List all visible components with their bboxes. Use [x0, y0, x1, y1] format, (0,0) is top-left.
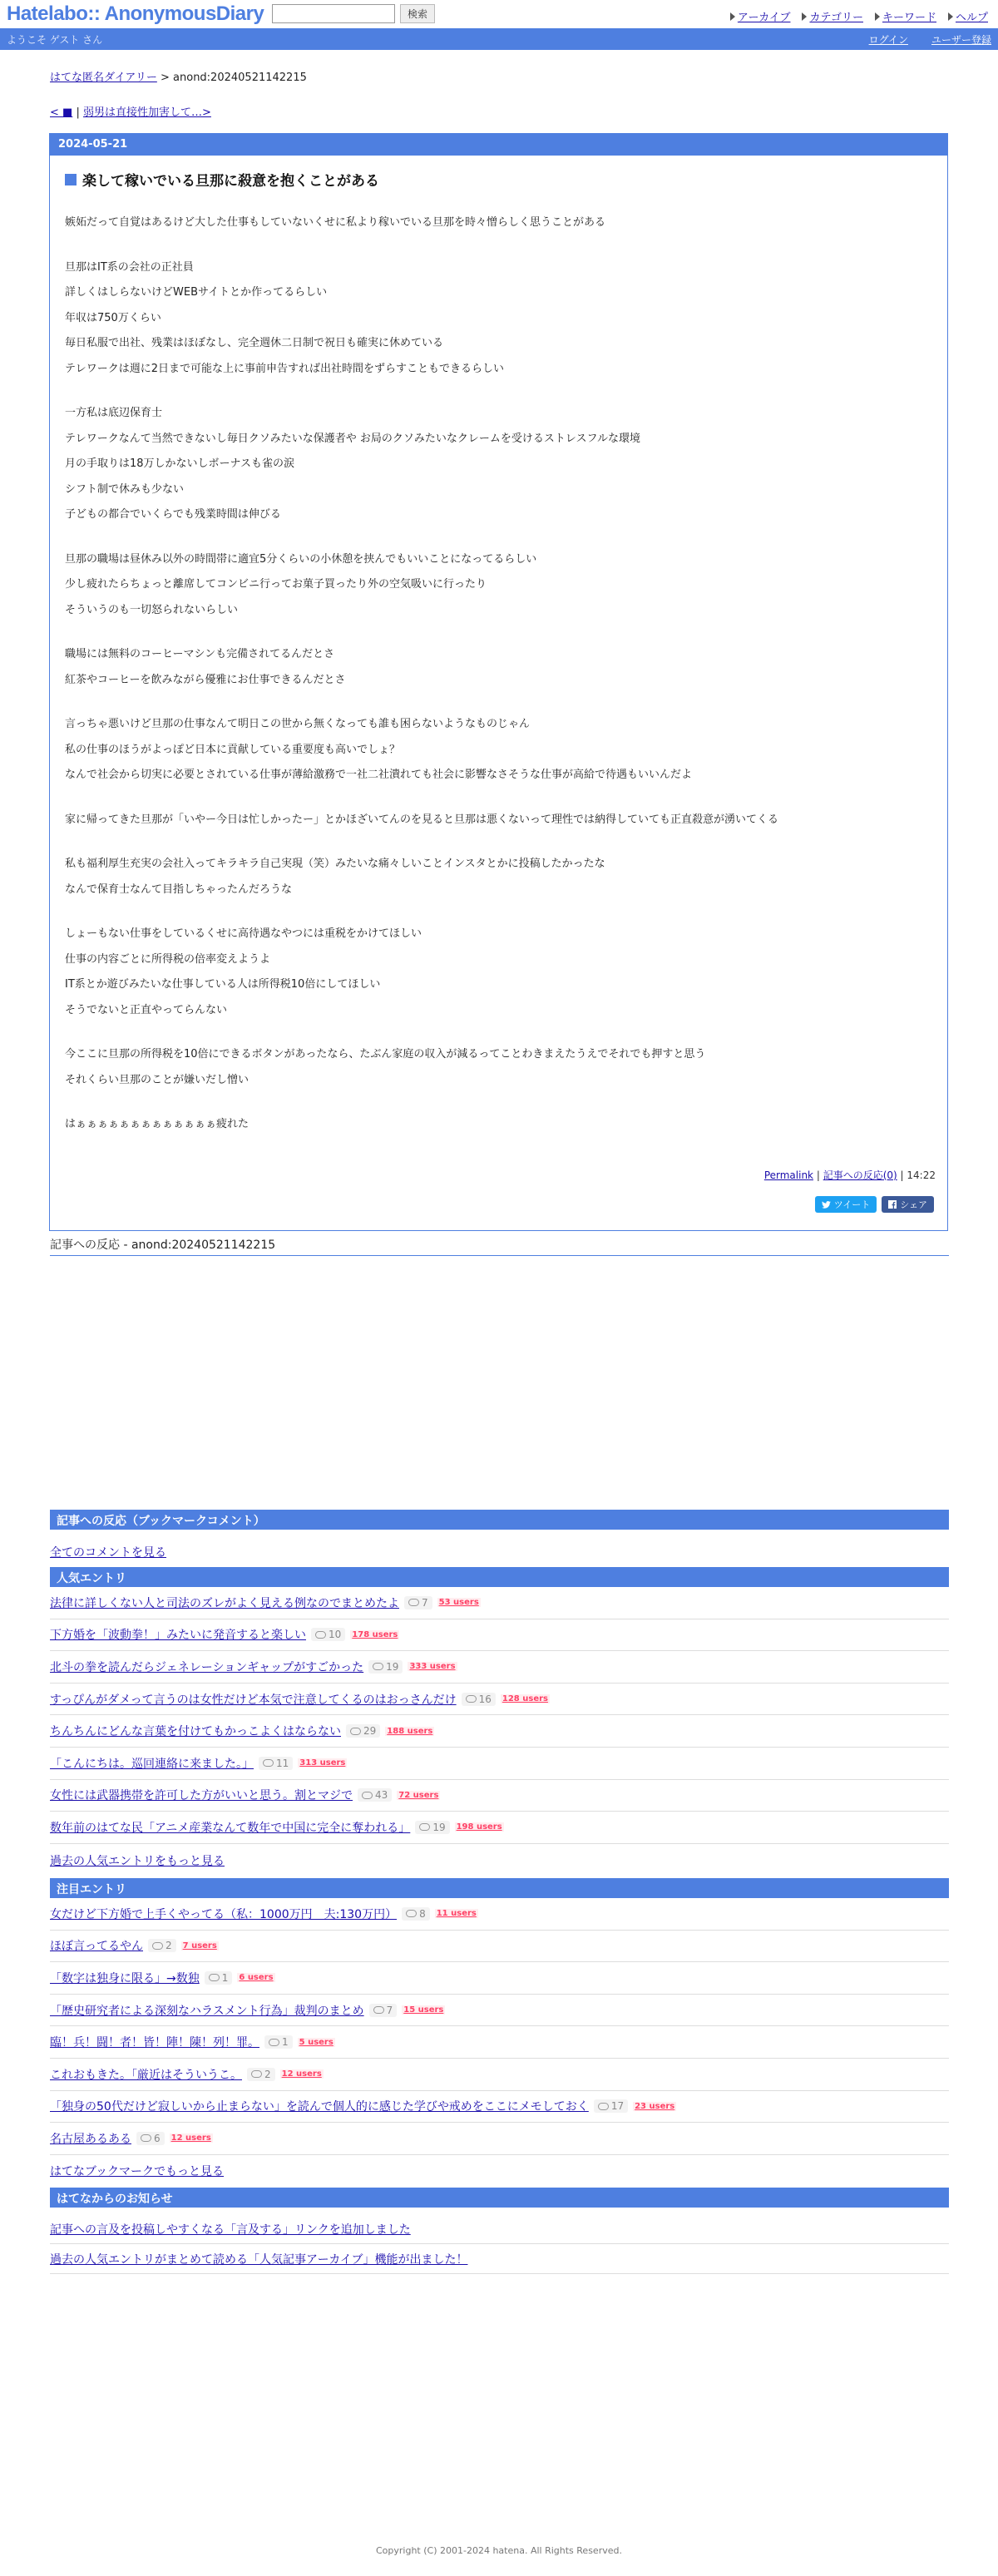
welcome-text: ようこそ ゲスト さん	[7, 34, 103, 46]
comment-count: 43	[375, 1789, 388, 1802]
comment-count-badge[interactable]	[259, 1757, 293, 1770]
top-nav	[730, 8, 988, 24]
facebook-f-icon	[888, 1200, 897, 1209]
site-logo[interactable]: Hatelabo:: AnonymousDiary	[7, 2, 264, 25]
entry-line: IT系とか遊びみたいな仕事している人は所得税10倍にしてほしい	[65, 978, 381, 991]
entry-paragraph	[65, 255, 930, 383]
bookmark-users-badge[interactable]: 11 users	[436, 1909, 477, 1919]
comment-bubble-icon	[362, 1792, 373, 1799]
tweet-button[interactable]	[815, 1196, 877, 1213]
arrow-right-icon	[948, 12, 953, 21]
nav-archive[interactable]	[730, 8, 791, 24]
bookmark-users-badge[interactable]: 128 users	[501, 1694, 548, 1704]
comment-count-badge[interactable]	[369, 2004, 398, 2017]
entry-meta	[764, 1168, 936, 1182]
entry-line: 月の手取りは18万しかないしボーナスも雀の涙	[65, 457, 295, 470]
facebook-share-button[interactable]	[882, 1196, 934, 1213]
entry-line: 子どもの都合でいくらでも残業時間は伸びる	[65, 508, 281, 521]
entry-row	[50, 1995, 949, 2027]
breadcrumb-separator: >	[160, 72, 170, 84]
tweet-label: ツイート	[833, 1199, 871, 1210]
entry-link[interactable]: 下方婚を「波動拳！」みたいに発音すると楽しい	[50, 1629, 306, 1643]
entry-row	[50, 1962, 949, 1995]
notice-row	[50, 2244, 949, 2274]
notice-link[interactable]: 記事への言及を投稿しやすくなる「言及する」リンクを追加しました	[50, 2222, 411, 2237]
meta-divider: |	[816, 1169, 820, 1181]
bookmark-users-badge[interactable]: 12 users	[170, 2133, 211, 2143]
entry-paragraph	[65, 852, 930, 902]
entry-line: 私の仕事のほうがよっぽど日本に貢献している重要度も高いでしょ？	[65, 743, 401, 756]
comment-bubble-icon	[406, 1910, 417, 1917]
entry-line: 詳しくはしらないけどWEBサイトとか作ってるらしい	[65, 286, 328, 299]
comment-count: 16	[478, 1693, 492, 1705]
entry-line: 職場には無料のコーヒーマシンも完備されてるんだとさ	[65, 648, 335, 660]
entry-line: テレワークなんて当然できないし毎日クソみたいな保護者や お局のクソみたいなクレームを受けるストレスフルな環境	[65, 432, 640, 445]
arrow-right-icon	[730, 12, 735, 21]
comment-count: 17	[610, 2100, 625, 2113]
entry-paragraph	[65, 642, 930, 693]
comment-bubble-icon	[315, 1631, 326, 1639]
comment-count: 1	[221, 1971, 229, 1984]
entry-line: 家に帰ってきた旦那が「いやー今日は忙しかったー」とかほざいてんのを見ると旦那は悪くないって理性では納得していても正直殺意が湧いてくる	[65, 813, 779, 826]
entry-row	[50, 2026, 949, 2059]
entry-line: しょーもない仕事をしているくせに高待遇なやつには重税をかけてほしい	[65, 927, 422, 940]
bookmark-users-badge[interactable]: 178 users	[352, 1629, 398, 1639]
comment-count-badge[interactable]	[402, 1907, 430, 1921]
prev-next-nav	[50, 103, 211, 119]
entry-line: 旦那の職場は昼休み以外の時間帯に適宜5分くらいの小休憩を挟んでもいいことになってるらしい	[65, 552, 537, 566]
copyright-footer: Copyright (C) 2001-2024 hatena. All Rights Reserved.	[376, 2545, 622, 2556]
reactions-link[interactable]: 記事への反応(0)	[823, 1169, 897, 1181]
login-link[interactable]: ログイン	[868, 34, 908, 46]
comment-count: 7	[422, 1596, 428, 1609]
square-bullet-icon[interactable]	[65, 174, 77, 185]
entry-link[interactable]: これおもきた。「厳近はそういうこ。	[50, 2068, 242, 2082]
entry-paragraph	[65, 808, 930, 833]
comment-bubble-icon	[209, 1974, 220, 1981]
comment-count-badge[interactable]	[136, 2132, 165, 2145]
comment-bubble-icon	[598, 2103, 609, 2110]
search-input[interactable]	[272, 4, 395, 23]
comment-count-badge[interactable]	[358, 1788, 392, 1802]
bookmark-users-badge[interactable]: 313 users	[299, 1758, 346, 1768]
comment-count: 19	[386, 1660, 399, 1673]
entry-line: そういうのも一切怒られないらしい	[65, 603, 239, 616]
comment-count-badge[interactable]	[205, 1971, 233, 1985]
entry-row	[50, 1619, 949, 1652]
comment-count-badge[interactable]	[148, 1939, 176, 1952]
entry-line: なんで社会から切実に必要とされている仕事が薄給激務で一社二社潰れても社会に影響なさそうな仕事が高給で待遇もいいんだよ	[65, 769, 693, 781]
entry-paragraph	[65, 1112, 930, 1138]
twitter-bird-icon	[822, 1201, 831, 1209]
entry-title	[65, 169, 379, 190]
user-links	[869, 32, 991, 47]
arrow-right-icon	[875, 12, 880, 21]
bookmark-users-badge[interactable]: 188 users	[387, 1726, 433, 1736]
comment-count: 8	[419, 1907, 426, 1920]
diary-entry	[49, 133, 948, 1231]
entry-link[interactable]: 女性には武器携帯を許可した方がいいと思う。割とマジで	[50, 1789, 353, 1803]
bookmark-users-badge[interactable]: 72 users	[398, 1790, 439, 1800]
nav-archive-link[interactable]: アーカイブ	[737, 12, 791, 24]
comment-bubble-icon	[141, 2134, 151, 2142]
entry-time: 14:22	[907, 1169, 936, 1181]
bookmark-comments-header: 記事への反応（ブックマークコメント）	[50, 1510, 949, 1530]
entry-line: なんで保育士なんて目指しちゃったんだろうな	[65, 883, 293, 896]
comment-bubble-icon	[373, 1663, 383, 1670]
bookmark-users-badge[interactable]: 23 users	[635, 2101, 675, 2111]
entry-line: 言っちゃ悪いけど旦那の仕事なんて明日この世から無くなっても誰も困らないようなものじゃん	[65, 718, 531, 730]
entry-paragraph	[65, 1042, 930, 1093]
bookmark-users-badge[interactable]: 5 users	[299, 2037, 333, 2047]
entry-link[interactable]: 「歴史研究者による深刻なハラスメント行為」裁判のまとめ	[50, 2004, 364, 2018]
notice-row	[50, 2214, 949, 2244]
comment-bubble-icon	[373, 2006, 384, 2014]
entry-row	[50, 2123, 949, 2155]
nav-category[interactable]	[802, 8, 862, 24]
top-header	[0, 0, 998, 28]
comment-bubble-icon	[263, 1759, 274, 1767]
bookmark-users-badge[interactable]: 198 users	[456, 1822, 502, 1832]
entry-line: そうでないと正直やってらんない	[65, 1003, 228, 1016]
comment-bubble-icon	[269, 2039, 279, 2046]
bookmark-users-badge[interactable]: 7 users	[182, 1941, 217, 1951]
entry-link[interactable]: 「独身の50代だけど寂しいから止まらない」を読んで個人的に感じた学びや戒めをここにメモしておく	[50, 2100, 589, 2114]
entry-link[interactable]: 「こんにちは。巡回連絡に来ました。」	[50, 1757, 254, 1771]
entry-row	[50, 1651, 949, 1684]
comment-bubble-icon	[251, 2070, 262, 2078]
comment-bubble-icon	[419, 1823, 430, 1831]
entry-row	[50, 1715, 949, 1748]
entry-link[interactable]: ちんちんにどんな言葉を付けてもかっこよくはならない	[50, 1725, 341, 1739]
entry-row	[50, 1931, 949, 1963]
notices-header: はてなからのお知らせ	[50, 2188, 949, 2208]
comment-count-badge[interactable]	[415, 1821, 449, 1834]
entry-line: はぁぁぁぁぁぁぁぁぁぁぁぁぁ疲れた	[65, 1118, 250, 1130]
comment-count: 19	[432, 1821, 446, 1833]
comment-count-badge[interactable]	[462, 1693, 496, 1706]
notable-more-link[interactable]: はてなブックマークでもっと見る	[50, 2165, 225, 2178]
popular-entries-list	[50, 1587, 949, 1844]
comment-count-badge[interactable]	[368, 1660, 403, 1674]
entry-line: 一方私は底辺保育士	[65, 407, 163, 419]
entry-row	[50, 1812, 949, 1844]
entry-line: シフト制で休みも少ない	[65, 482, 185, 496]
entry-link[interactable]: 数年前のはてな民「アニメ産業なんて数年で中国に完全に奪われる」	[50, 1821, 411, 1835]
breadcrumb-current: anond:20240521142215	[173, 72, 307, 84]
entry-link[interactable]: ほぼ言ってるやん	[50, 1940, 143, 1954]
entry-line: 少し疲れたらちょっと離席してコンビニ行ってお菓子買ったり外の空気吸いに行ったり	[65, 578, 487, 591]
nav-help-link[interactable]: ヘルプ	[955, 12, 988, 24]
entry-line: 旦那はIT系の会社の正社員	[65, 260, 194, 274]
entry-line: 今ここに旦那の所得税を10倍にできるボタンがあったなら、たぶん家庭の収入が減るってことわきまえたうえでそれでも押すと思う	[65, 1048, 706, 1061]
comment-bubble-icon	[466, 1695, 477, 1703]
notable-entries-header: 注目エントリ	[50, 1878, 949, 1898]
next-entry-link[interactable]: 弱男は直接性加害して…>	[82, 106, 211, 119]
entry-line: テレワークは週に2日まで可能な上に事前申告すれば出社時間をずらすこともできるらしい	[65, 362, 505, 375]
comment-bubble-icon	[408, 1599, 419, 1606]
comment-count: 6	[154, 2132, 161, 2144]
breadcrumb	[50, 68, 307, 84]
bookmark-users-badge[interactable]: 6 users	[239, 1973, 274, 1983]
bookmark-users-badge[interactable]: 15 users	[403, 2005, 444, 2015]
nav-keyword[interactable]	[875, 8, 936, 24]
meta-divider: |	[900, 1169, 904, 1181]
all-comments-link[interactable]: 全てのコメントを見る	[50, 1546, 166, 1560]
comment-count: 29	[363, 1725, 377, 1738]
entry-line: 嫉妬だって自覚はあるけど大した仕事もしていないくせに私より稼いでいる旦那を時々憎らしく思うことがある	[65, 216, 606, 229]
popular-entries-header: 人気エントリ	[50, 1567, 949, 1587]
notices-list	[50, 2214, 949, 2274]
entry-date: 2024-05-21	[50, 134, 947, 156]
arrow-right-icon	[802, 12, 807, 21]
entry-line: 年収は750万くらい	[65, 311, 161, 324]
nav-help[interactable]	[948, 8, 988, 24]
share-buttons	[815, 1196, 934, 1213]
search-button[interactable]: 検索	[400, 4, 435, 23]
entry-link[interactable]: 法律に詳しくない人と司法のズレがよく見える例なのでまとめたよ	[50, 1596, 399, 1610]
bookmark-users-badge[interactable]: 53 users	[438, 1598, 479, 1608]
entry-link[interactable]: すっぴんがダメって言うのは女性だけど本気で注意してくるのはおっさんだけ	[50, 1693, 457, 1707]
comment-count: 2	[166, 1940, 172, 1952]
prev-entry-link[interactable]: < ■	[50, 106, 73, 119]
entry-paragraph	[65, 210, 930, 236]
comment-count: 2	[264, 2068, 271, 2080]
prev-next-divider: |	[76, 106, 80, 119]
comment-bubble-icon	[152, 1942, 163, 1950]
entry-paragraph	[65, 547, 930, 624]
entry-link[interactable]: 北斗の拳を読んだらジェネレーションギャップがすごかった	[50, 1660, 364, 1674]
facebook-share-label: シェア	[900, 1199, 927, 1210]
entry-line: 毎日私服で出社、残業はほぼなし、完全週休二日制で祝日も確実に休めている	[65, 337, 444, 349]
entry-row	[50, 2059, 949, 2091]
entry-row	[50, 1587, 949, 1619]
comment-count: 1	[282, 2036, 289, 2049]
entry-row	[50, 2091, 949, 2124]
comment-count: 11	[276, 1757, 289, 1769]
entry-line: 私も福利厚生充実の会社入ってキラキラ自己実現（笑）みたいな痛々しいことインスタとかに投稿したかったな	[65, 858, 605, 870]
comment-count-badge[interactable]	[404, 1596, 432, 1609]
entry-row	[50, 1780, 949, 1812]
entry-line: 紅茶やコーヒーを飲みながら優雅にお仕事できるんだとさ	[65, 673, 346, 686]
entry-row	[50, 1748, 949, 1780]
register-link[interactable]: ユーザー登録	[931, 34, 991, 46]
bookmark-users-badge[interactable]: 12 users	[281, 2069, 322, 2079]
entry-row	[50, 1684, 949, 1716]
entry-link[interactable]: 「数字は独身に限る」→数独	[50, 1971, 200, 1985]
entry-line: 仕事の内容ごとに所得税の倍率変えようよ	[65, 952, 271, 966]
entry-body	[65, 210, 930, 1157]
entry-paragraph	[65, 922, 930, 1023]
comment-count-badge[interactable]	[311, 1628, 345, 1641]
entry-row	[50, 1898, 949, 1931]
comment-count: 10	[329, 1629, 342, 1641]
reactions-header: 記事への反応 - anond:20240521142215	[50, 1236, 949, 1256]
entry-link[interactable]: 名古屋あるある	[50, 2132, 131, 2146]
bookmark-users-badge[interactable]: 333 users	[409, 1662, 456, 1672]
comment-count-badge[interactable]	[264, 2035, 293, 2049]
entry-link[interactable]: 女だけど下方婚で上手くやってる（私：1000万円 夫:130万円）	[50, 1907, 398, 1921]
entry-line: それくらい旦那のことが嫌いだし憎い	[65, 1073, 250, 1086]
nav-keyword-link[interactable]: キーワード	[882, 12, 936, 24]
permalink-link[interactable]: Permalink	[763, 1169, 813, 1181]
notice-link[interactable]: 過去の人気エントリがまとめて読める「人気記事アーカイブ」機能が出ました！	[50, 2252, 468, 2267]
comment-count-badge[interactable]	[247, 2068, 275, 2081]
notable-entries-list	[50, 1898, 949, 2155]
comment-bubble-icon	[350, 1728, 361, 1735]
entry-link[interactable]: 臨！兵！闘！者！皆！陣！陳！列！罪。	[50, 2036, 259, 2050]
entry-title-text: 楽して稼いでいる旦那に殺意を抱くことがある	[82, 173, 379, 190]
comment-count-badge[interactable]	[594, 2099, 628, 2113]
entry-paragraph	[65, 401, 930, 528]
comment-count: 7	[386, 2004, 393, 2016]
user-bar	[0, 28, 998, 50]
nav-category-link[interactable]: カテゴリー	[809, 12, 863, 24]
comment-count-badge[interactable]	[346, 1724, 380, 1738]
breadcrumb-home[interactable]: はてな匿名ダイアリー	[50, 72, 157, 84]
entry-paragraph	[65, 712, 930, 789]
popular-more-link[interactable]: 過去の人気エントリをもっと見る	[50, 1855, 225, 1868]
